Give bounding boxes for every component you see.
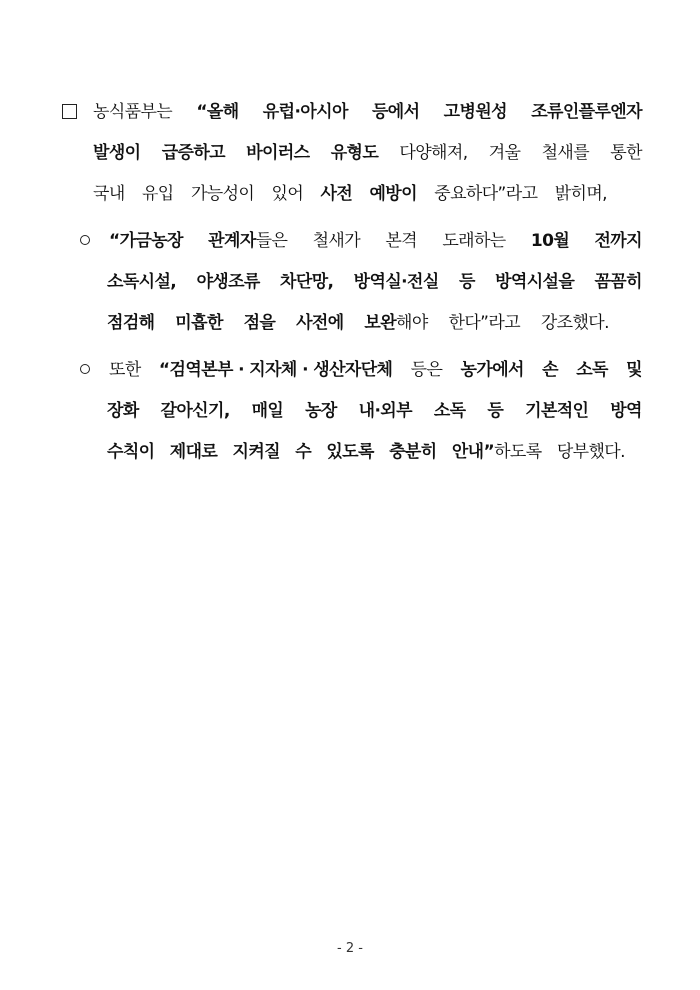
bold-phrase xyxy=(196,92,238,133)
square-bullet-icon xyxy=(62,104,77,119)
text-word: 방역실·전실 xyxy=(353,272,439,292)
text-word: 수 xyxy=(295,442,312,462)
line-start xyxy=(62,350,141,391)
text-word: 등 xyxy=(458,272,475,292)
text-word: 꼼꼼히 xyxy=(594,272,642,292)
text-word: 사전 xyxy=(320,184,353,204)
text-word: 소독시설, xyxy=(107,272,177,292)
text-word: 바이러스 xyxy=(246,143,310,163)
open-quote: “ xyxy=(109,231,120,251)
paragraph-line xyxy=(62,262,642,303)
text-word: 급증하고 xyxy=(161,143,225,163)
text-word: 철새를 xyxy=(541,143,590,163)
text-word: 검역본부 · 지자체 · 생산자단체 xyxy=(169,360,393,380)
text-word: 제대로 xyxy=(169,442,218,462)
text-word: 등 xyxy=(487,401,504,421)
text-word: 점검해 xyxy=(107,313,155,333)
text-word: 야생조류 xyxy=(196,272,260,292)
text-word: 점을 xyxy=(243,313,276,333)
text-word: 있어 xyxy=(271,184,304,204)
paragraph-line xyxy=(62,391,642,432)
text-word: 발생이 xyxy=(93,143,141,163)
text-word: 충분히 xyxy=(389,442,437,462)
line-start xyxy=(62,92,172,133)
text-word: 미흡한 xyxy=(175,313,223,333)
text-word: 등은 xyxy=(410,360,443,380)
text-word: 유럽·아시아 xyxy=(262,102,348,122)
text-word: 해야 xyxy=(396,313,428,333)
text-word: 유입 xyxy=(141,184,174,204)
text-word: 본격 xyxy=(385,231,418,251)
text-word: 농가에서 xyxy=(460,360,524,380)
text-word: 당부했다. xyxy=(556,442,625,462)
paragraph-line xyxy=(62,221,642,262)
text-word: 장화 xyxy=(107,401,139,421)
paragraph-line xyxy=(62,133,642,174)
bold-phrase xyxy=(159,350,392,391)
text-word: 10월 xyxy=(530,231,570,251)
page-number: - 2 - xyxy=(337,941,363,956)
text-word: 한다”라고 xyxy=(448,313,521,333)
circle-bullet-icon xyxy=(80,235,90,245)
text-word: 하도록 xyxy=(494,442,542,462)
text-word: 및 xyxy=(626,360,642,380)
mixed-word xyxy=(364,303,427,344)
text-word: 매일 xyxy=(251,401,284,421)
paragraph-line xyxy=(62,350,642,391)
text-word: 관계자 xyxy=(208,231,256,251)
mixed-word xyxy=(452,432,542,473)
text-word: 올해 xyxy=(206,102,239,122)
paragraph-line xyxy=(62,432,625,473)
line-start xyxy=(62,221,183,262)
paragraph-sub-2 xyxy=(62,350,642,473)
paragraph-line xyxy=(62,303,609,344)
open-quote: “ xyxy=(158,360,170,380)
text-word: 방역 xyxy=(610,401,642,421)
text-word: 손 xyxy=(542,360,558,380)
text-word: 고병원성 xyxy=(443,102,507,122)
text-word: 전까지 xyxy=(594,231,642,251)
text-word: 가능성이 xyxy=(190,184,255,204)
text-word: 통한 xyxy=(610,143,642,163)
paragraph-line xyxy=(62,174,607,215)
text-word: 기본적인 xyxy=(525,401,589,421)
text-word: 차단망, xyxy=(280,272,334,292)
text-word: 도래하는 xyxy=(442,231,506,251)
text-word: 들은 xyxy=(255,231,288,251)
text-word: 예방이 xyxy=(369,184,417,204)
text-word: 갈아신기, xyxy=(160,401,230,421)
text-word: 사전에 xyxy=(296,313,344,333)
text-word: 다양해져, xyxy=(399,143,468,163)
text-word: 수칙이 xyxy=(107,442,155,462)
paragraph-main xyxy=(62,92,642,215)
text-word: 안내” xyxy=(451,442,495,462)
text-word: 있도록 xyxy=(326,442,374,462)
text-word: 소독 xyxy=(433,401,466,421)
text-word: 방역시설을 xyxy=(495,272,575,292)
open-quote: “ xyxy=(196,102,207,122)
text-word: 또한 xyxy=(109,360,141,380)
text-word: 겨울 xyxy=(488,143,521,163)
text-word: 중요하다”라고 xyxy=(434,184,538,204)
circle-bullet-icon xyxy=(80,364,90,374)
text-word: 지켜질 xyxy=(232,442,280,462)
paragraph-sub-1 xyxy=(62,221,642,344)
text-word: 내·외부 xyxy=(358,401,412,421)
text-word: 유형도 xyxy=(330,143,379,163)
text-word: 강조했다. xyxy=(540,313,609,333)
text-word: 보완 xyxy=(364,313,397,333)
text-word: 농장 xyxy=(305,401,337,421)
paragraph-line xyxy=(62,92,642,133)
text-word: 조류인플루엔자 xyxy=(531,102,642,122)
text-word: 농식품부는 xyxy=(93,102,173,122)
text-word: 소독 xyxy=(576,360,608,380)
mixed-word xyxy=(208,221,287,262)
text-word: 밝히며, xyxy=(554,184,607,204)
text-word: 국내 xyxy=(93,184,125,204)
text-word: 가금농장 xyxy=(119,231,183,251)
text-word: 등에서 xyxy=(371,102,420,122)
text-word: 철새가 xyxy=(312,231,361,251)
